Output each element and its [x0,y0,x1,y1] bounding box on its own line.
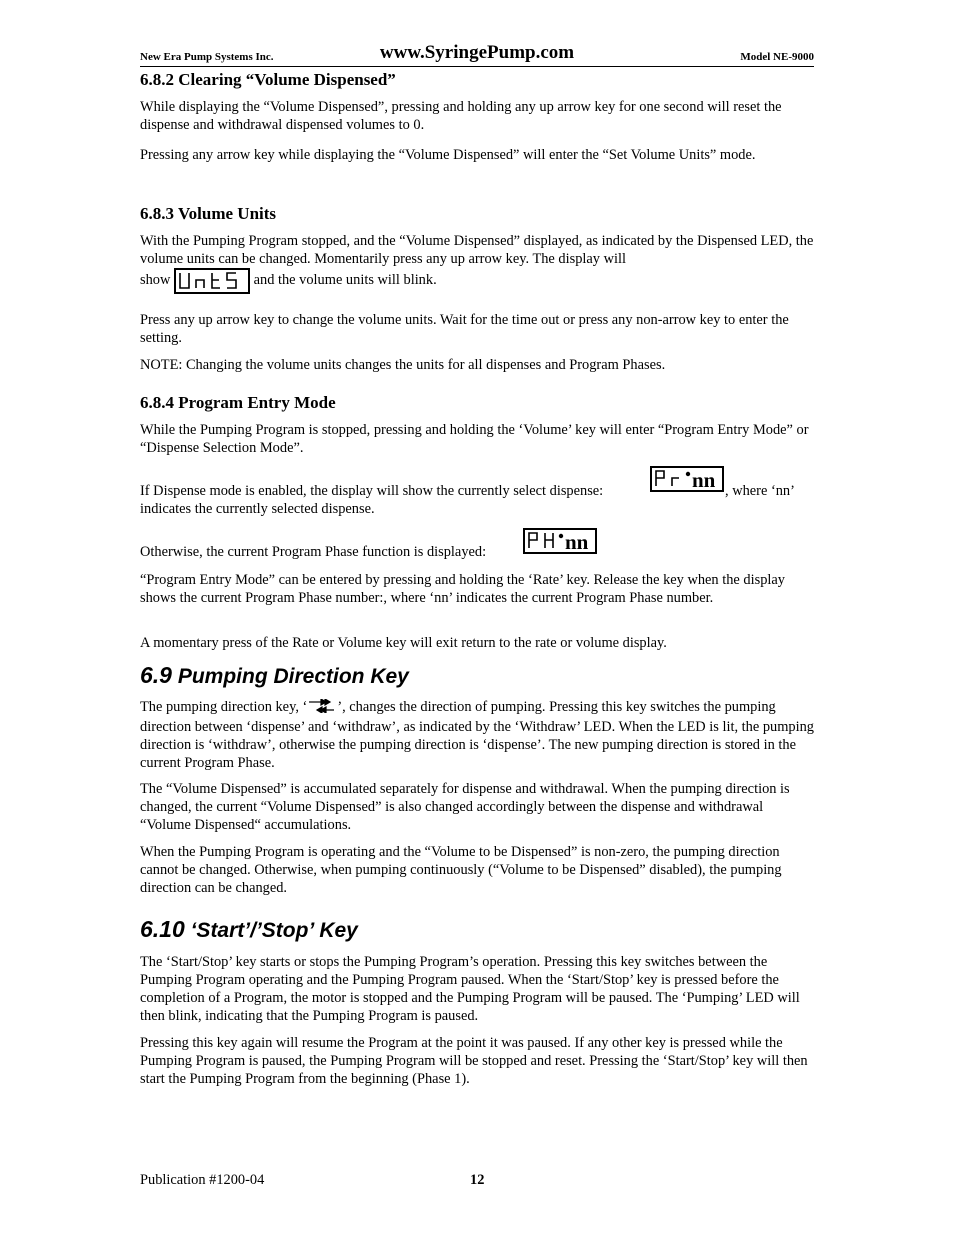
s683-paragraph-2: Press any up arrow key to change the volume units. Wait for the time out or press any non-arrow key to enter the setting. [140,312,789,346]
s684-paragraph-4: “Program Entry Mode” can be entered by pressing and holding the ‘Rate’ key. Release the key when the display shows the current Program Phase number:, where ‘nn’ indicates the current Program Phase number. [140,572,785,606]
s682-paragraph-2: Pressing any arrow key while displaying the “Volume Dispensed” will enter the “Set Volume Units” mode. [140,147,756,163]
s69-paragraph-2: The “Volume Dispensed” is accumulated separately for dispense and withdrawal. When the pumping direction is changed, the current “Volume Dispensed” is also changed accordingly between the dispense and withdrawal “Volume Dispensed“ accumulations. [140,781,790,833]
direction-arrows-icon [307,699,337,718]
page-header [140,36,814,67]
website-url: www.SyringePump.com [379,42,575,63]
heading-6-9-number: 6.9 [140,662,172,688]
s69-p1-after: ’, changes the direction of pumping. Pressing this key switches the pumping direction between ‘dispense’ and ‘withdraw’, as indicated by the ‘Withdraw’ LED. When the LED is lit, the pumping direction is ‘withdraw’, otherwise the pumping direction is ‘dispense’. The new pumping direction is stored in the current Program Phase. [140,699,814,771]
s684-paragraph-5: A momentary press of the Rate or Volume key will exit return to the rate or volume display. [140,635,667,651]
s684-dispense-after: , where ‘nn’ [725,483,795,499]
show-after-text: and the volume units will blink. [253,272,437,288]
page [140,36,814,1087]
s684-paragraph-1: While the Pumping Program is stopped, pressing and holding the ‘Volume’ key will enter “Program Entry Mode” or “Dispense Selection Mode”. [140,422,809,456]
s684-dispense-text: If Dispense mode is enabled, the display will show the currently select dispense: [140,483,604,499]
heading-6-9 [140,662,814,689]
s69-p1-before: The pumping direction key, ‘ [140,699,308,715]
s610-paragraph-1: The ‘Start/Stop’ key starts or stops the Pumping Program’s operation. Pressing this key switches between the Pumping Program operating and the Pumping Program paused. When the ‘Start/Stop’ key is pressed before the completion of a Program, the motor is stopped and the Pumping Program will be paused. The ‘Pumping’ LED will then blink, indicating that the Pumping Program is paused. [140,954,800,1024]
show-text: show [140,272,171,288]
heading-6-8-2: 6.8.2 Clearing “Volume Dispensed” [140,70,396,89]
lcd-pr-display [650,466,724,492]
s683-show-line [140,267,814,294]
s683-paragraph-1: With the Pumping Program stopped, and the “Volume Dispensed” displayed, as indicated by the Dispensed LED, the volume units can be changed. Momentarily press any up arrow key. The display will [140,233,814,267]
lcd-ph-nn: nn [565,530,589,552]
s684-dispense-line [140,466,814,516]
lcd-units-display [174,268,250,294]
s610-paragraph-2: Pressing this key again will resume the Program at the point it was paused. If any other key is pressed while the Pumping Program is paused, the Pumping Program will be stopped and reset. Pressing the ‘Start/Stop’ key will then start the Pumping Program from the beginning (Phase 1). [140,1035,808,1087]
page-number: 12 [470,1172,485,1188]
heading-6-10-title: ‘Start’/’Stop’ Key [184,919,358,942]
heading-6-8-4: 6.8.4 Program Entry Mode [140,393,336,412]
heading-6-8-3: 6.8.3 Volume Units [140,204,277,223]
lcd-ph-icon [525,530,595,552]
model-number: Model NE-9000 [740,51,814,63]
company-name: New Era Pump Systems Inc. [140,51,274,63]
s684-dispense-line2: indicates the currently selected dispense. [140,501,375,517]
lcd-pr-icon [652,468,722,490]
s683-note: NOTE: Changing the volume units changes the units for all dispenses and Program Phases. [140,357,666,373]
s682-paragraph-1: While displaying the “Volume Dispensed”, pressing and holding any up arrow key for one second will reset the dispense and withdrawal dispensed volumes to 0. [140,99,782,133]
publication-number: Publication #1200-04 [140,1172,265,1188]
s684-phase-line [140,528,814,558]
s69-paragraph-3: When the Pumping Program is operating and the “Volume to be Dispensed” is non-zero, the pumping direction cannot be changed. Otherwise, when pumping continuously (“Volume to be Dispensed” disabled), the pumping direction can be changed. [140,844,782,896]
lcd-units-icon [176,270,248,292]
heading-6-9-title: Pumping Direction Key [171,665,409,688]
s69-paragraph-1 [140,698,814,772]
heading-6-10 [140,916,814,943]
lcd-ph-display [523,528,597,554]
heading-6-10-number: 6.10 [140,916,185,942]
s684-phase-text: Otherwise, the current Program Phase function is displayed: [140,544,487,560]
lcd-pr-nn: nn [692,468,716,490]
